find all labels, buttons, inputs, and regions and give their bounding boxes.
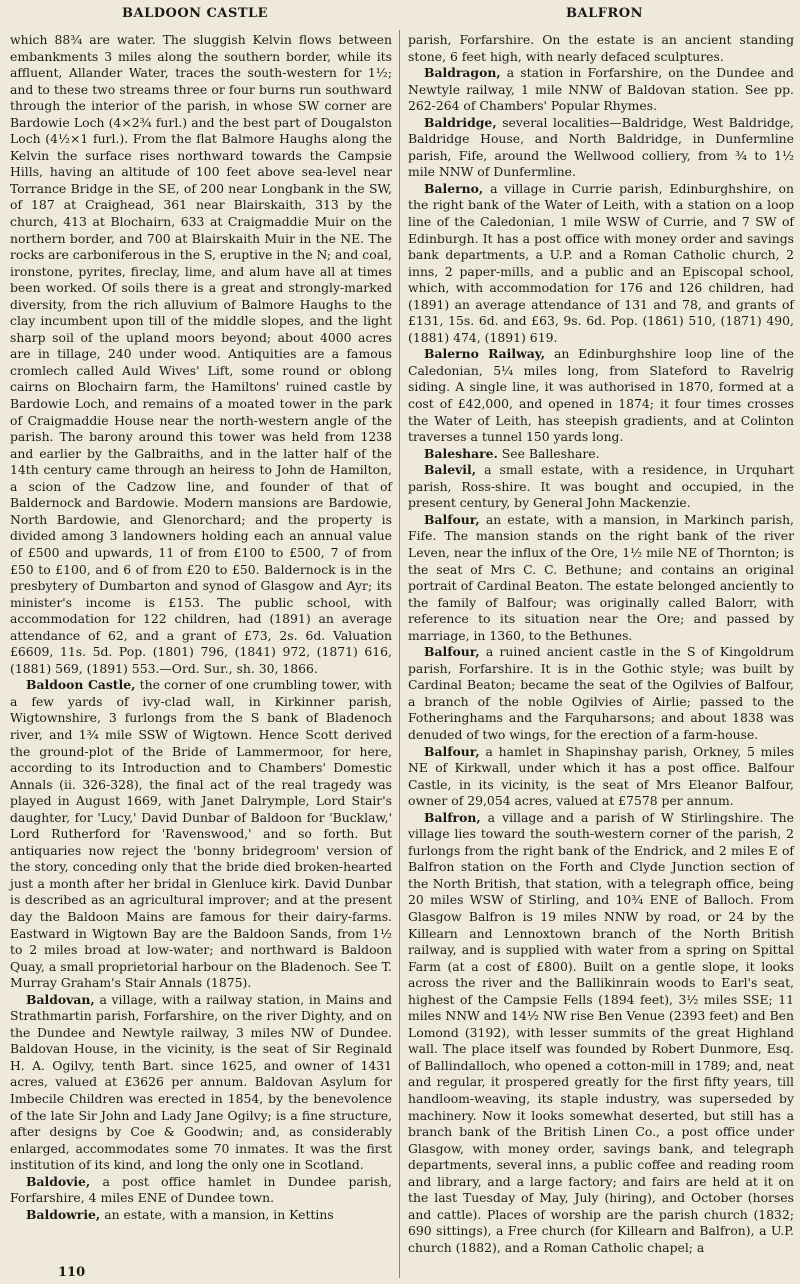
entry-text: an estate, with a mansion, in Markinch parish, Fife. The mansion stands on the right bank of the river Leven, near the influx of the Ore, 1½ mile NE of Thornton; is the seat of Mrs C. C. Bethune; and contains an original portrait of Cardinal Beaton. The estate belonged anciently to the family of Balfour; was originally called Balorr, with reference to its situation near the Ore; and passed by marriage, in 1360, to the Bethunes.	[408, 511, 794, 643]
entry-baldowrie	[10, 1207, 392, 1224]
entry-balfron	[408, 810, 794, 1257]
running-head-left: BALDOON CASTLE	[122, 6, 269, 21]
entry-headword: Balfron,	[424, 809, 481, 825]
entry-baldovie	[10, 1174, 392, 1207]
entry-text: an estate, with a mansion, in Kettins	[104, 1206, 334, 1222]
continued-entry-text: which 88¾ are water. The sluggish Kelvin flows between embankments 3 miles along the southern border, while its affluent, Allander Water, traces the south-western for 1½; and to these two streams three or four burns run southward through the interior of the parish, in whose SW corner are Bardowie Loch (4×2¾ furl.) and the best part of Dougalston Loch (4½×1 furl.). From the flat Balmore Haughs along the Kelvin the surface rises northward towards the Campsie Hills, having an altitude of 100 feet above sea-level near Torrance Bridge in the SE, of 200 near Longbank in the SW, of 187 at Craighead, 361 near Blairskaith, 313 by the church, 413 at Blochairn, 633 at Craigmaddie Muir on the northern border, and 700 at Blairskaith Muir in the NE. The rocks are carboniferous in the S, eruptive in the N; and coal, ironstone, pyrites, fireclay, lime, and alum have all at times been worked. Of soils there is a great and strongly-marked diversity, from the rich alluvium of Balmore Haughs to the clay incumbent upon till of the middle slopes, and the light sharp soil of the upland moors beyond; about 4000 acres are in tillage, 240 under wood. Antiquities are a famous cromlech called Auld Wives' Lift, some round or oblong cairns on Blochairn farm, the Hamiltons' ruined castle by Bardowie Loch, and remains of a moated tower in the park of Craigmaddie House near the north-western angle of the parish. The barony around this tower was held from 1238 and earlier by the Galbraiths, and in the latter half of the 14th century came through an heiress to John de Hamilton, a scion of the Cadzow line, and founder of that of Baldernock and Bardowie. Modern mansions are Bardowie, North Bardowie, and Glenorchard; and the property is divided among 3 landowners holding each an annual value of £500 and upwards, 11 of from £100 to £500, 7 of from £50 to £100, and 6 of from £20 to £50. Baldernock is in the presbytery of Dumbarton and synod of Glasgow and Ayr; its minister's income is £153. The public school, with accommodation for 122 children, had (1891) an average attendance of 62, and a grant of £73, 2s. 6d. Valuation £6609, 11s. 5d. Pop. (1801) 796, (1841) 972, (1871) 616, (1881) 569, (1891) 553.—Ord. Sur., sh. 30, 1866.	[10, 32, 392, 676]
entry-text: several localities—Baldridge, West Baldridge, Baldridge House, and North Baldridge, in Dunfermline parish, Fife, around the Wellwood colliery, from ¾ to 1½ mile NNW of Dunfermline.	[408, 114, 794, 180]
entry-text: a station in Forfarshire, on the Dundee and Newtyle railway, 1 mile NNW of Baldovan station. See pp. 262-264 of Chambers' Popular Rhymes.	[408, 65, 794, 114]
entry-headword: Baldridge,	[424, 114, 497, 130]
entry-baleshare	[408, 446, 794, 463]
page-number: 110	[58, 1265, 86, 1280]
entry-headword: Balfour,	[424, 743, 480, 759]
entry-text: a village, with a railway station, in Mains and Strathmartin parish, Forfarshire, on the river Dighty, and on the Dundee and Newtyle railway, 3 miles NW of Dundee. Baldovan House, in the vicinity, is the seat of Sir Reginald H. A. Ogilvy, tenth Bart. since 1625, and owner of 1431 acres, valued at £3626 per annum. Baldovan Asylum for Imbecile Children was erected in 1854, by the benevolence of the late Sir John and Lady Jane Ogilvy; is a fine structure, after designs by Coe & Goodwin; and, as considerably enlarged, accommodates some 70 inmates. It was the first institution of its kind, and long the only one in Scotland.	[10, 991, 392, 1173]
entry-balfour-kingoldrum	[408, 644, 794, 743]
entry-balerno	[408, 181, 794, 346]
entry-headword: Baldowrie,	[26, 1206, 101, 1222]
entry-headword: Baldragon,	[424, 65, 501, 81]
entry-headword: Balevil,	[424, 462, 477, 478]
entry-baldridge	[408, 115, 794, 181]
entry-text: an Edinburghshire loop line of the Caledonian, 5¼ miles long, from Slateford to Ravelrig siding. A single line, it was authorised in 1870, formed at a cost of £42,000, and opened in 1874; it four times crosses the Water of Leith, has steepish gradients, and at Colinton traverses a tunnel 150 yards long.	[408, 346, 794, 445]
column-divider	[399, 30, 400, 1278]
entry-baldovan	[10, 992, 392, 1174]
entry-text: a hamlet in Shapinshay parish, Orkney, 5 miles NE of Kirkwall, under which it has a post office. Balfour Castle, in its vicinity, is the seat of Mrs Eleanor Balfour, owner of 29,054 acres, valued at £7578 per annum.	[408, 743, 794, 809]
entry-baldoon-castle	[10, 677, 392, 991]
entry-text: a small estate, with a residence, in Urquhart parish, Ross-shire. It was bought and occupied, in the present century, by General John Mackenzie.	[408, 462, 794, 511]
entry-headword: Baldovan,	[26, 991, 95, 1007]
entry-headword: Baldoon Castle,	[26, 677, 136, 693]
entry-text: a post office hamlet in Dundee parish, Forfarshire, 4 miles ENE of Dundee town.	[10, 1173, 392, 1206]
entry-headword: Baldovie,	[26, 1173, 91, 1189]
entry-baldragon	[408, 65, 794, 115]
entry-text: a ruined ancient castle in the S of Kingoldrum parish, Forfarshire. It is in the Gothic style; was built by Cardinal Beaton; became the seat of the Ogilvies of Balfour, a branch of the noble Ogilvies of Airlie; passed to the Fotheringhams and the Farquharsons; and about 1838 was denuded of two wings, for the erection of a farm-house.	[408, 644, 794, 742]
entry-balerno-railway	[408, 346, 794, 445]
entry-balevil	[408, 462, 794, 512]
entry-headword: Balerno,	[424, 180, 484, 196]
entry-headword: Balfour,	[424, 511, 480, 527]
right-column	[408, 32, 794, 1256]
entry-text: See Balleshare.	[501, 445, 600, 461]
entry-text: a village and a parish of W Stirlingshire. The village lies toward the south-western corner of the parish, 2 furlongs from the right bank of the Endrick, and 2 miles E of Balfron station on the Forth and Clyde Junction section of the North British, that station, with a telegraph office, being 20 miles WSW of Stirling, and 10¾ ENE of Balloch. From Glasgow Balfron is 19 miles NNW by road, or 24 by the Killearn and Lennoxtown branch of the North British railway, and is supplied with water from a spring on Spittal Farm (at a cost of £800). Built on a gentle slope, it looks across the river and the Ballikinrain woods to Earl's seat, highest of the Campsie Fells (1894 feet), 3½ miles SSE; 11 miles NNW and 14½ NW rise Ben Venue (2393 feet) and Ben Lomond (3192), with lesser summits of the great Highland wall. The place itself was founded by Robert Dunmore, Esq. of Ballindalloch, who opened a cotton-mill in 1789; and, neat and regular, it prospered greatly for the first fifty years, till handloom-weaving, its staple industry, was superseded by machinery. Now it looks somewhat deserted, but still has a branch bank of the British Linen Co., a post office under Glasgow, with money order, savings bank, and telegraph departments, several inns, a public coffee and reading room and library, and a large factory; and fairs are held at it on the last Tuesday of May, July (hiring), and October (horses and cattle). Places of worship are the parish church (1832; 690 sittings), a Free church (for Killearn and Balfron), a U.P. church (1882), and a Roman Catholic chapel; a	[408, 809, 794, 1255]
entry-balfour-markinch	[408, 512, 794, 644]
entry-text: the corner of one crumbling tower, with a few yards of ivy-clad wall, in Kirkinner parish, Wigtownshire, 3 furlongs from the S bank of Bladenoch river, and 1¾ mile SSW of Wigtown. Hence Scott derived the ground-plot of the Bride of Lammermoor, for here, according to its Introduction and to Chambers' Domestic Annals (ii. 326-328), the final act of the real tragedy was played in August 1669, with Janet Dalrymple, Lord Stair's daughter, for 'Lucy,' David Dunbar of Baldoon for 'Bucklaw,' Lord Rutherford for 'Ravenswood,' and so forth. But antiquaries now reject the 'bonny bridegroom' version of the story, conceding only that the bride died broken-hearted just a month after her bridal in Glenluce kirk. David Dunbar is described as an agricultural improver; and at the present day the Baldoon Mains are famous for their dairy-farms. Eastward in Wigtown Bay are the Baldoon Sands, from 1½ to 2 miles broad at low-water; and northward is Baldoon Quay, a small proprietorial harbour on the Bladenoch. See T. Murray Graham's Stair Annals (1875).	[10, 677, 392, 991]
entry-text: a village in Currie parish, Edinburghshire, on the right bank of the Water of Leith, with a station on a loop line of the Caledonian, 1 mile WSW of Currie, and 7 SW of Edinburgh. It has a post office with money order and savings bank departments, a U.P. and a Roman Catholic church, 2 inns, 2 paper-mills, and a public and an Episcopal school, which, with accommodation for 176 and 126 children, had (1891) an average attendance of 131 and 78, and grants of £131, 15s. 6d. and £63, 9s. 6d. Pop. (1861) 510, (1871) 490, (1881) 474, (1891) 619.	[408, 180, 794, 345]
left-column	[10, 32, 392, 1223]
entry-balfour-shapinshay	[408, 744, 794, 810]
continued-entry-text: parish, Forfarshire. On the estate is an ancient standing stone, 6 feet high, with nearly defaced sculptures.	[408, 32, 794, 64]
entry-headword: Balfour,	[424, 644, 480, 660]
running-head-right: BALFRON	[566, 6, 643, 21]
entry-headword: Balerno Railway,	[424, 346, 546, 362]
entry-headword: Baleshare.	[424, 445, 498, 461]
